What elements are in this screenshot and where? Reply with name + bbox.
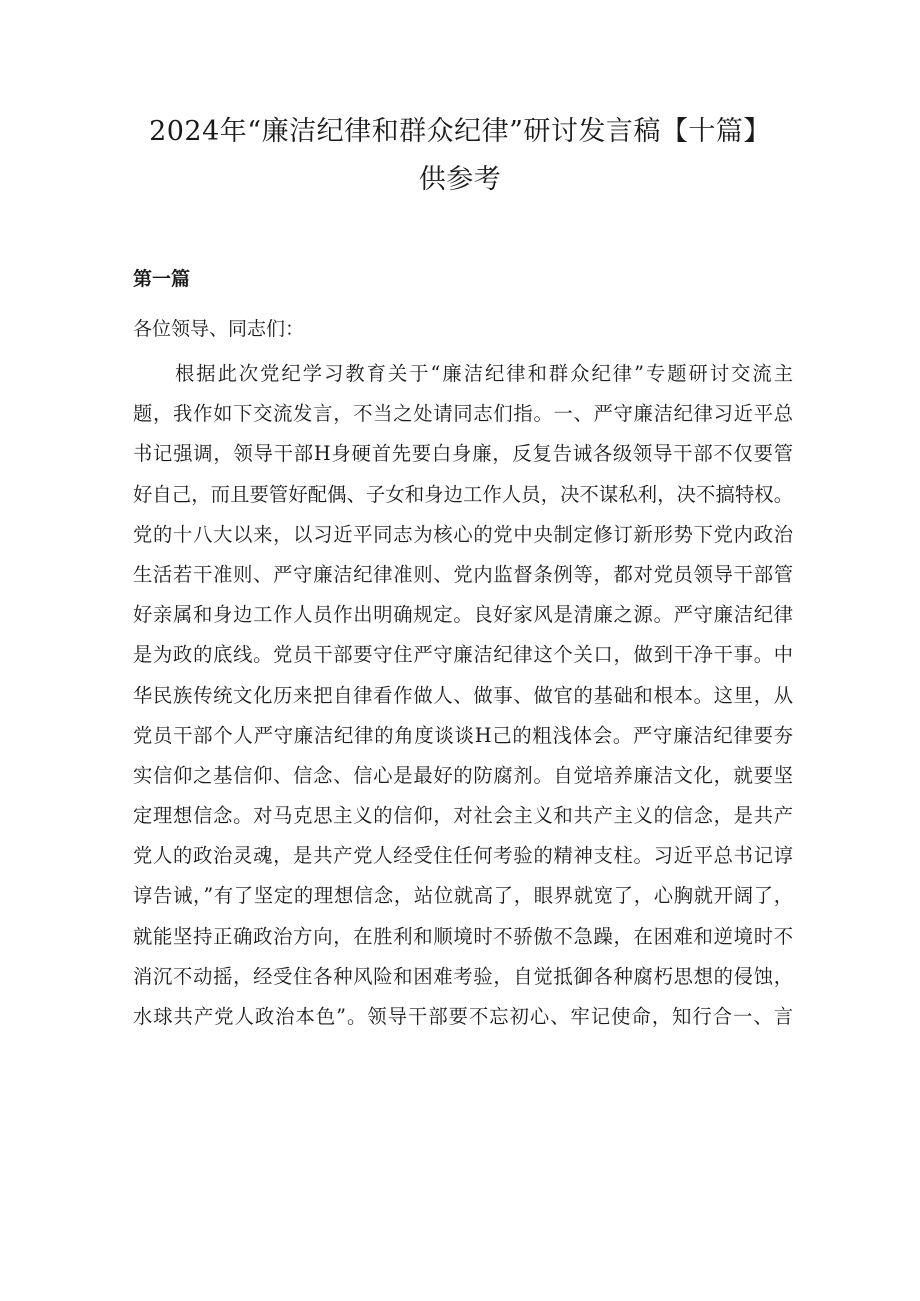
body-line: 题，我作如下交流发言，不当之处请同志们指。一、严守廉洁纪律习近平总 xyxy=(133,402,793,426)
body-line: 书记强调，领导干部H身硬首先要白身廉，反复告诫各级领导干部不仅要管 xyxy=(133,442,793,466)
body-line: 党的十八大以来，以习近平同志为核心的党中央制定修订新形势下党内政治 xyxy=(133,522,793,546)
body-line: 水球共产党人政治本色”。领导干部要不忘初心、牢记使命，知行合一、言 xyxy=(133,1005,793,1028)
section-heading: 第一篇 xyxy=(133,268,191,290)
body-line: 就能坚持正确政治方向，在胜利和顺境时不骄傲不急躁，在困难和逆境时不 xyxy=(133,924,793,948)
salutation: 各位领导、同志们： xyxy=(133,318,305,340)
document-title xyxy=(100,108,820,204)
body-line: 生活若干准则、严守廉洁纪律准则、党内监督条例等，都对党员领导干部管 xyxy=(133,562,793,586)
body-line: 实信仰之基信仰、信念、信心是最好的防腐剂。自觉培养廉洁文化，就要坚 xyxy=(133,763,793,787)
body-line: 党员干部个人严守廉洁纪律的角度谈谈H己的粗浅体会。严守廉洁纪律要夯 xyxy=(133,723,793,747)
body-line: 党人的政治灵魂，是共产党人经受住任何考验的精神支柱。习近平总书记谆 xyxy=(133,844,793,868)
title-line-2: 供参考 xyxy=(418,164,502,195)
title-line-1: 2024年“廉洁纪律和群众纪律”研讨发言稿【十篇】 xyxy=(149,116,771,147)
body-line: 华民族传统文化历来把自律看作做人、做事、做官的基础和根本。这里，从 xyxy=(133,683,793,707)
body-line: 根据此次党纪学习教育关于“廉洁纪律和群众纪律”专题研讨交流主 xyxy=(175,362,793,385)
body-paragraph xyxy=(133,354,793,1037)
body-line: 消沉不动摇，经受住各种风险和困难考验，自觉抵御各种腐朽思想的侵蚀， xyxy=(133,964,793,988)
body-line: 好亲属和身边工作人员作出明确规定。良好家风是清廉之源。严守廉洁纪律 xyxy=(133,603,793,627)
body-line: 好自己，而且要管好配偶、子女和身边工作人员，决不谋私利，决不搞特权。 xyxy=(133,482,793,506)
body-line: 是为政的底线。党员干部要守住严守廉洁纪律这个关口，做到干净干事。中 xyxy=(133,643,793,667)
body-line: 谆告诫，”有了坚定的理想信念，站位就高了，眼界就宽了，心胸就开阔了， xyxy=(133,884,793,908)
body-line: 定理想信念。对马克思主义的信仰，对社会主义和共产主义的信念，是共产 xyxy=(133,804,793,828)
